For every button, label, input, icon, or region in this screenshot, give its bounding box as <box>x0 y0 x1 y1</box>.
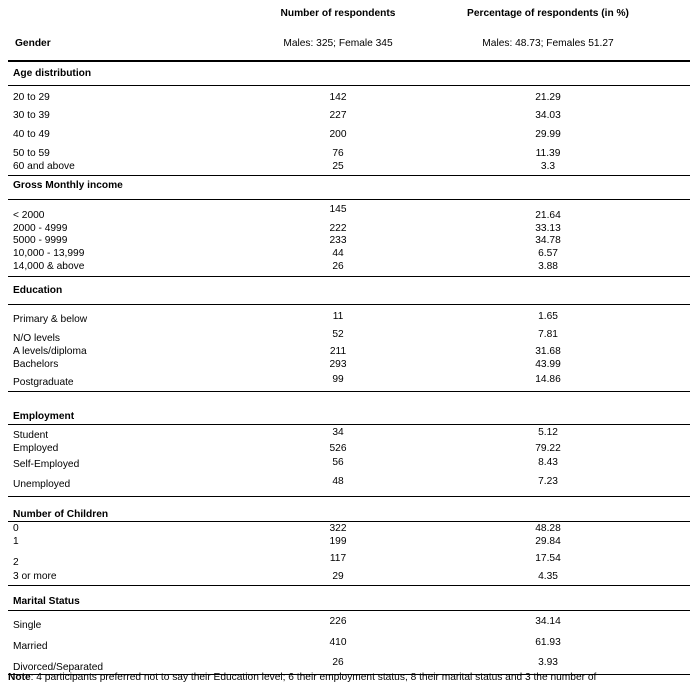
table-row-percentage: 29.84 <box>535 536 561 547</box>
table-row-label: Employed <box>13 443 59 454</box>
table-row-label: 20 to 29 <box>13 92 50 103</box>
header-number-of-respondents: Number of respondents <box>280 8 396 19</box>
table-row-percentage: 31.68 <box>535 346 561 357</box>
table-row-count: 56 <box>332 457 344 468</box>
rule-education <box>8 304 690 305</box>
table-row-label: 40 to 49 <box>13 129 50 140</box>
section-title-employment: Employment <box>13 411 75 422</box>
table-row-percentage: 79.22 <box>535 443 561 454</box>
table-row-count: 526 <box>329 443 347 454</box>
table-row-count: 29 <box>332 571 344 582</box>
table-row-label: Single <box>13 620 42 631</box>
table-row-percentage: 5.12 <box>538 427 558 438</box>
table-row-percentage: 61.93 <box>535 637 561 648</box>
table-row-count: 226 <box>329 616 347 627</box>
table-row-percentage: 21.64 <box>535 210 561 221</box>
table-row-count: 293 <box>329 359 347 370</box>
table-row-percentage: 4.35 <box>538 571 558 582</box>
table-row-label: 10,000 - 13,999 <box>13 248 85 259</box>
table-row-label: Unemployed <box>13 479 71 490</box>
table-row-label: 2000 - 4999 <box>13 223 68 234</box>
table-row-percentage: 43.99 <box>535 359 561 370</box>
table-row-count: 26 <box>332 261 344 272</box>
table-row-label: 1 <box>13 536 19 547</box>
table-row-percentage: 34.03 <box>535 110 561 121</box>
table-row-count: 99 <box>332 374 344 385</box>
table-row-label: 14,000 & above <box>13 261 85 272</box>
table-row-percentage: 21.29 <box>535 92 561 103</box>
table-row-count: 410 <box>329 637 347 648</box>
table-row-percentage: 34.14 <box>535 616 561 627</box>
table-row-count: 25 <box>332 161 344 172</box>
table-row-count: 322 <box>329 523 347 534</box>
table-row-percentage: 1.65 <box>538 311 558 322</box>
gender-percentage: Males: 48.73; Females 51.27 <box>482 38 614 49</box>
section-title-age: Age distribution <box>13 68 92 79</box>
rule-income <box>8 199 690 200</box>
note-text: : 4 participants preferred not to say their Education level; 6 their employment status, 8 their marital status and 3 the number of <box>30 672 597 683</box>
table-row-label: 0 <box>13 523 19 534</box>
table-row-count: 233 <box>329 235 347 246</box>
table-row-percentage: 34.78 <box>535 235 561 246</box>
header-percentage-of-respondents: Percentage of respondents (in %) <box>467 8 629 19</box>
table-row-count: 34 <box>332 427 344 438</box>
table-row-count: 26 <box>332 657 344 668</box>
rule-marital <box>8 610 690 611</box>
table-row-count: 52 <box>332 329 344 340</box>
table-row-percentage: 3.93 <box>538 657 558 668</box>
table-row-label: Bachelors <box>13 359 59 370</box>
table-row-label: N/O levels <box>13 333 60 344</box>
rule-age-end <box>8 175 690 176</box>
section-title-education: Education <box>13 285 63 296</box>
table-row-percentage: 7.81 <box>538 329 558 340</box>
table-row-count: 199 <box>329 536 347 547</box>
table-row-percentage: 48.28 <box>535 523 561 534</box>
table-row-percentage: 3.3 <box>540 161 556 172</box>
rule-children <box>8 521 690 522</box>
table-row-label: < 2000 <box>13 210 45 221</box>
note-label: Note <box>8 672 31 683</box>
rule-children-end <box>8 585 690 586</box>
table-row-label: 50 to 59 <box>13 148 50 159</box>
table-row-label: 30 to 39 <box>13 110 50 121</box>
gender-count: Males: 325; Female 345 <box>283 38 393 49</box>
table-row-label: Self-Employed <box>13 459 80 470</box>
table-note <box>8 672 690 684</box>
table-row-percentage: 11.39 <box>535 148 561 159</box>
table-row-percentage: 6.57 <box>538 248 558 259</box>
table-row-count: 44 <box>332 248 344 259</box>
table-row-percentage: 14.86 <box>535 374 561 385</box>
table-row-percentage: 33.13 <box>535 223 561 234</box>
section-title-income: Gross Monthly income <box>13 180 123 191</box>
rule-age <box>8 85 690 86</box>
table-row-label: 3 or more <box>13 571 57 582</box>
table-row-percentage: 7.23 <box>538 476 558 487</box>
rule-gender <box>8 60 690 62</box>
rule-education-end <box>8 391 690 392</box>
table-row-count: 200 <box>329 129 347 140</box>
table-row-count: 227 <box>329 110 347 121</box>
table-row-label: 2 <box>13 557 19 568</box>
table-row-percentage: 17.54 <box>535 553 561 564</box>
table-row-label: A levels/diploma <box>13 346 87 357</box>
table-row-label: 5000 - 9999 <box>13 235 68 246</box>
table-row-label: Postgraduate <box>13 377 74 388</box>
table-row-percentage: 8.43 <box>538 457 558 468</box>
table-row-label: Student <box>13 430 49 441</box>
table-row-count: 117 <box>329 553 347 564</box>
table-row-percentage: 3.88 <box>538 261 558 272</box>
table-row-count: 211 <box>329 346 347 357</box>
table-row-count: 48 <box>332 476 344 487</box>
table-row-label: 60 and above <box>13 161 75 172</box>
rule-employment-end <box>8 496 690 497</box>
table-row-count: 222 <box>329 223 347 234</box>
table-row-label: Married <box>13 641 48 652</box>
table-row-label: Primary & below <box>13 314 88 325</box>
table-row-count: 145 <box>329 204 347 215</box>
gender-label: Gender <box>15 38 51 49</box>
section-title-marital: Marital Status <box>13 596 80 607</box>
section-title-children: Number of Children <box>13 509 109 520</box>
table-row-count: 11 <box>332 311 344 322</box>
table-row-count: 142 <box>329 92 347 103</box>
rule-employment <box>8 424 690 425</box>
table-row-count: 76 <box>332 148 344 159</box>
table-row-percentage: 29.99 <box>535 129 561 140</box>
table-row-label: Divorced/Separated <box>13 662 104 673</box>
rule-income-end <box>8 276 690 277</box>
